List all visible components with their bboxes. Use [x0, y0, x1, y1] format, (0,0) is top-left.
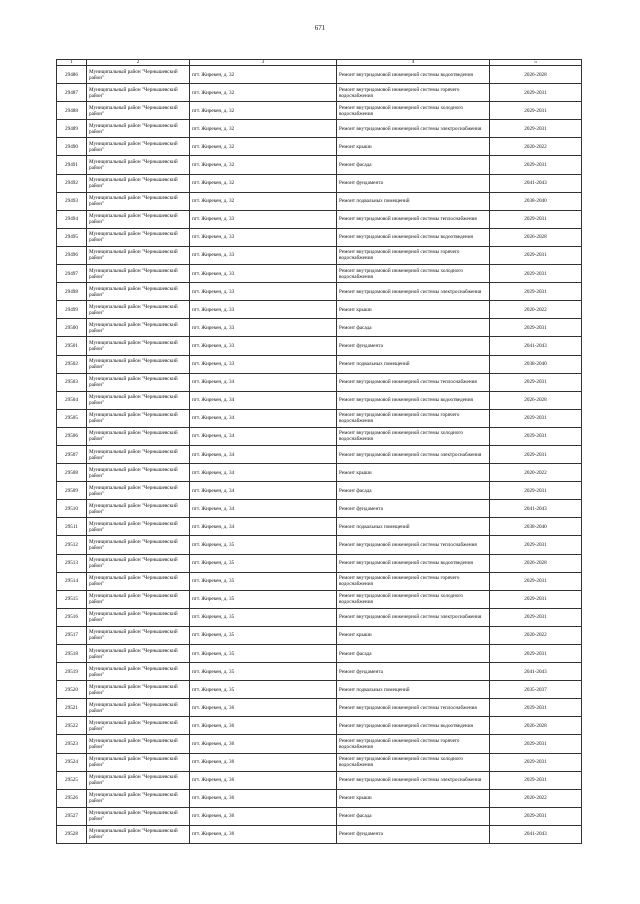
period-cell: 2020-2022: [490, 138, 582, 156]
row-number-cell: 29518: [57, 645, 87, 663]
table-row: [57, 681, 582, 699]
row-number-cell: 29520: [57, 681, 87, 699]
column-header-2: 2: [87, 60, 190, 66]
period-cell: 2029-2031: [490, 536, 582, 554]
table-row: [57, 319, 582, 337]
row-number-cell: 29490: [57, 138, 87, 156]
address-cell: пгт. Жирекен, д. 32: [190, 174, 337, 192]
work-type-cell: Ремонт крыши: [337, 301, 490, 319]
period-cell: 2029-2031: [490, 373, 582, 391]
municipality-cell: Муниципальный район "Чернышевский район": [87, 319, 190, 337]
period-cell: 2020-2022: [490, 464, 582, 482]
municipality-cell: Муниципальный район "Чернышевский район": [87, 102, 190, 120]
address-cell: пгт. Жирекен, д. 32: [190, 102, 337, 120]
period-cell: 2029-2031: [490, 283, 582, 301]
table-row: [57, 138, 582, 156]
address-cell: пгт. Жирекен, д. 34: [190, 518, 337, 536]
row-number-cell: 29498: [57, 283, 87, 301]
period-cell: 2041-2043: [490, 663, 582, 681]
period-cell: 2029-2031: [490, 120, 582, 138]
work-type-cell: Ремонт фундамента: [337, 500, 490, 518]
work-type-cell: Ремонт внутридомовой инженерной системы электроснабжения: [337, 608, 490, 626]
address-cell: пгт. Жирекен, д. 32: [190, 138, 337, 156]
row-number-cell: 29500: [57, 319, 87, 337]
period-cell: 2041-2043: [490, 337, 582, 355]
period-cell: 2029-2031: [490, 84, 582, 102]
period-cell: 2029-2031: [490, 699, 582, 717]
work-type-cell: Ремонт внутридомовой инженерной системы теплоснабжения: [337, 536, 490, 554]
municipality-cell: Муниципальный район "Чернышевский район": [87, 66, 190, 84]
period-cell: 2029-2031: [490, 572, 582, 590]
period-cell: 2029-2031: [490, 590, 582, 608]
address-cell: пгт. Жирекен, д. 32: [190, 192, 337, 210]
work-type-cell: Ремонт фасада: [337, 807, 490, 825]
work-type-cell: Ремонт подвальных помещений: [337, 518, 490, 536]
address-cell: пгт. Жирекен, д. 36: [190, 789, 337, 807]
municipality-cell: Муниципальный район "Чернышевский район": [87, 283, 190, 301]
period-cell: 2026-2028: [490, 391, 582, 409]
work-type-cell: Ремонт внутридомовой инженерной системы водоотведения: [337, 717, 490, 735]
table-row: [57, 445, 582, 463]
row-number-cell: 29524: [57, 753, 87, 771]
period-cell: 2029-2031: [490, 156, 582, 174]
work-type-cell: Ремонт внутридомовой инженерной системы теплоснабжения: [337, 373, 490, 391]
municipality-cell: Муниципальный район "Чернышевский район": [87, 663, 190, 681]
address-cell: пгт. Жирекен, д. 33: [190, 265, 337, 283]
row-number-cell: 29514: [57, 572, 87, 590]
table-row: [57, 789, 582, 807]
address-cell: пгт. Жирекен, д. 33: [190, 301, 337, 319]
address-cell: пгт. Жирекен, д. 33: [190, 355, 337, 373]
period-cell: 2029-2031: [490, 210, 582, 228]
municipality-cell: Муниципальный район "Чернышевский район": [87, 210, 190, 228]
row-number-cell: 29513: [57, 554, 87, 572]
address-cell: пгт. Жирекен, д. 36: [190, 735, 337, 753]
column-header-4: 4: [337, 60, 490, 66]
table-row: [57, 518, 582, 536]
work-type-cell: Ремонт подвальных помещений: [337, 192, 490, 210]
address-cell: пгт. Жирекен, д. 32: [190, 156, 337, 174]
row-number-cell: 29507: [57, 445, 87, 463]
period-cell: 2029-2031: [490, 102, 582, 120]
work-type-cell: Ремонт фундамента: [337, 174, 490, 192]
address-cell: пгт. Жирекен, д. 36: [190, 699, 337, 717]
row-number-cell: 29503: [57, 373, 87, 391]
municipality-cell: Муниципальный район "Чернышевский район": [87, 626, 190, 644]
municipality-cell: Муниципальный район "Чернышевский район": [87, 825, 190, 843]
municipality-cell: Муниципальный район "Чернышевский район": [87, 373, 190, 391]
row-number-cell: 29528: [57, 825, 87, 843]
table-row: [57, 572, 582, 590]
table-row: [57, 753, 582, 771]
period-cell: 2029-2031: [490, 319, 582, 337]
row-number-cell: 29491: [57, 156, 87, 174]
period-cell: 2041-2043: [490, 500, 582, 518]
municipality-cell: Муниципальный район "Чернышевский район": [87, 608, 190, 626]
table-row: [57, 120, 582, 138]
row-number-cell: 29492: [57, 174, 87, 192]
table-row: [57, 246, 582, 264]
row-number-cell: 29502: [57, 355, 87, 373]
municipality-cell: Муниципальный район "Чернышевский район": [87, 301, 190, 319]
period-cell: 2020-2022: [490, 626, 582, 644]
table-row: [57, 391, 582, 409]
row-number-cell: 29516: [57, 608, 87, 626]
repair-schedule-table: [56, 59, 582, 844]
work-type-cell: Ремонт внутридомовой инженерной системы горячего водоснабжения: [337, 572, 490, 590]
municipality-cell: Муниципальный район "Чернышевский район": [87, 807, 190, 825]
row-number-cell: 29523: [57, 735, 87, 753]
period-cell: 2029-2031: [490, 409, 582, 427]
work-type-cell: Ремонт крыши: [337, 626, 490, 644]
table-row: [57, 337, 582, 355]
address-cell: пгт. Жирекен, д. 34: [190, 464, 337, 482]
period-cell: 2029-2031: [490, 645, 582, 663]
table-row: [57, 84, 582, 102]
table-row: [57, 464, 582, 482]
address-cell: пгт. Жирекен, д. 35: [190, 608, 337, 626]
work-type-cell: Ремонт подвальных помещений: [337, 355, 490, 373]
work-type-cell: Ремонт внутридомовой инженерной системы горячего водоснабжения: [337, 246, 490, 264]
row-number-cell: 29527: [57, 807, 87, 825]
row-number-cell: 29489: [57, 120, 87, 138]
municipality-cell: Муниципальный район "Чернышевский район": [87, 391, 190, 409]
address-cell: пгт. Жирекен, д. 33: [190, 283, 337, 301]
municipality-cell: Муниципальный район "Чернышевский район": [87, 518, 190, 536]
work-type-cell: Ремонт фасада: [337, 319, 490, 337]
row-number-cell: 29486: [57, 66, 87, 84]
row-number-cell: 29497: [57, 265, 87, 283]
address-cell: пгт. Жирекен, д. 33: [190, 246, 337, 264]
row-number-cell: 29501: [57, 337, 87, 355]
address-cell: пгт. Жирекен, д. 35: [190, 663, 337, 681]
municipality-cell: Муниципальный район "Чернышевский район": [87, 355, 190, 373]
municipality-cell: Муниципальный район "Чернышевский район": [87, 138, 190, 156]
period-cell: 2026-2028: [490, 717, 582, 735]
work-type-cell: Ремонт внутридомовой инженерной системы водоотведения: [337, 554, 490, 572]
period-cell: 2029-2031: [490, 771, 582, 789]
table-row: [57, 301, 582, 319]
row-number-cell: 29496: [57, 246, 87, 264]
address-cell: пгт. Жирекен, д. 34: [190, 391, 337, 409]
municipality-cell: Муниципальный район "Чернышевский район": [87, 753, 190, 771]
work-type-cell: Ремонт внутридомовой инженерной системы водоотведения: [337, 391, 490, 409]
row-number-cell: 29511: [57, 518, 87, 536]
work-type-cell: Ремонт крыши: [337, 138, 490, 156]
row-number-cell: 29515: [57, 590, 87, 608]
address-cell: пгт. Жирекен, д. 32: [190, 84, 337, 102]
page-number: 671: [314, 24, 326, 32]
table-row: [57, 102, 582, 120]
work-type-cell: Ремонт фундамента: [337, 663, 490, 681]
table-row: [57, 192, 582, 210]
row-number-cell: 29487: [57, 84, 87, 102]
address-cell: пгт. Жирекен, д. 34: [190, 409, 337, 427]
column-header-3: 3: [190, 60, 337, 66]
municipality-cell: Муниципальный район "Чернышевский район": [87, 246, 190, 264]
row-number-cell: 29505: [57, 409, 87, 427]
municipality-cell: Муниципальный район "Чернышевский район": [87, 681, 190, 699]
table-row: [57, 409, 582, 427]
address-cell: пгт. Жирекен, д. 34: [190, 445, 337, 463]
work-type-cell: Ремонт фундамента: [337, 825, 490, 843]
table-row: [57, 228, 582, 246]
table-row: [57, 645, 582, 663]
municipality-cell: Муниципальный район "Чернышевский район": [87, 482, 190, 500]
address-cell: пгт. Жирекен, д. 35: [190, 554, 337, 572]
municipality-cell: Муниципальный район "Чернышевский район": [87, 156, 190, 174]
address-cell: пгт. Жирекен, д. 34: [190, 482, 337, 500]
period-cell: 2026-2028: [490, 66, 582, 84]
row-number-cell: 29519: [57, 663, 87, 681]
period-cell: 2041-2043: [490, 174, 582, 192]
table-row: [57, 590, 582, 608]
table-row: [57, 66, 582, 84]
work-type-cell: Ремонт внутридомовой инженерной системы холодного водоснабжения: [337, 265, 490, 283]
address-cell: пгт. Жирекен, д. 35: [190, 645, 337, 663]
work-type-cell: Ремонт внутридомовой инженерной системы теплоснабжения: [337, 699, 490, 717]
municipality-cell: Муниципальный район "Чернышевский район": [87, 536, 190, 554]
period-cell: 2029-2031: [490, 608, 582, 626]
address-cell: пгт. Жирекен, д. 36: [190, 807, 337, 825]
work-type-cell: Ремонт крыши: [337, 464, 490, 482]
municipality-cell: Муниципальный район "Чернышевский район": [87, 789, 190, 807]
work-type-cell: Ремонт внутридомовой инженерной системы холодного водоснабжения: [337, 753, 490, 771]
table-row: [57, 626, 582, 644]
table-row: [57, 807, 582, 825]
period-cell: 2029-2031: [490, 482, 582, 500]
period-cell: 2026-2028: [490, 228, 582, 246]
work-type-cell: Ремонт фасада: [337, 482, 490, 500]
address-cell: пгт. Жирекен, д. 35: [190, 681, 337, 699]
municipality-cell: Муниципальный район "Чернышевский район": [87, 464, 190, 482]
work-type-cell: Ремонт подвальных помещений: [337, 681, 490, 699]
municipality-cell: Муниципальный район "Чернышевский район": [87, 771, 190, 789]
address-cell: пгт. Жирекен, д. 35: [190, 590, 337, 608]
municipality-cell: Муниципальный район "Чернышевский район": [87, 645, 190, 663]
work-type-cell: Ремонт фасада: [337, 645, 490, 663]
row-number-cell: 29508: [57, 464, 87, 482]
row-number-cell: 29517: [57, 626, 87, 644]
table-row: [57, 500, 582, 518]
column-header-1: 1: [57, 60, 87, 66]
table-row: [57, 482, 582, 500]
work-type-cell: Ремонт внутридомовой инженерной системы холодного водоснабжения: [337, 590, 490, 608]
work-type-cell: Ремонт внутридомовой инженерной системы электроснабжения: [337, 771, 490, 789]
table-row: [57, 554, 582, 572]
period-cell: 2038-2040: [490, 355, 582, 373]
address-cell: пгт. Жирекен, д. 33: [190, 210, 337, 228]
period-cell: 2020-2022: [490, 301, 582, 319]
period-cell: 2041-2043: [490, 825, 582, 843]
municipality-cell: Муниципальный район "Чернышевский район": [87, 590, 190, 608]
work-type-cell: Ремонт внутридомовой инженерной системы горячего водоснабжения: [337, 409, 490, 427]
work-type-cell: Ремонт внутридомовой инженерной системы водоотведения: [337, 66, 490, 84]
municipality-cell: Муниципальный район "Чернышевский район": [87, 699, 190, 717]
table-row: [57, 427, 582, 445]
table-row: [57, 717, 582, 735]
work-type-cell: Ремонт внутридомовой инженерной системы электроснабжения: [337, 283, 490, 301]
address-cell: пгт. Жирекен, д. 36: [190, 825, 337, 843]
row-number-cell: 29493: [57, 192, 87, 210]
address-cell: пгт. Жирекен, д. 35: [190, 572, 337, 590]
row-number-cell: 29526: [57, 789, 87, 807]
work-type-cell: Ремонт внутридомовой инженерной системы электроснабжения: [337, 120, 490, 138]
table-row: [57, 210, 582, 228]
work-type-cell: Ремонт внутридомовой инженерной системы холодного водоснабжения: [337, 427, 490, 445]
table-row: [57, 699, 582, 717]
address-cell: пгт. Жирекен, д. 36: [190, 771, 337, 789]
row-number-cell: 29494: [57, 210, 87, 228]
period-cell: 2029-2031: [490, 246, 582, 264]
address-cell: пгт. Жирекен, д. 33: [190, 319, 337, 337]
municipality-cell: Муниципальный район "Чернышевский район": [87, 174, 190, 192]
row-number-cell: 29521: [57, 699, 87, 717]
table-row: [57, 825, 582, 843]
table-row: [57, 735, 582, 753]
work-type-cell: Ремонт внутридомовой инженерной системы водоотведения: [337, 228, 490, 246]
row-number-cell: 29522: [57, 717, 87, 735]
municipality-cell: Муниципальный район "Чернышевский район": [87, 120, 190, 138]
period-cell: 2026-2028: [490, 554, 582, 572]
table-row: [57, 771, 582, 789]
municipality-cell: Муниципальный район "Чернышевский район": [87, 445, 190, 463]
row-number-cell: 29495: [57, 228, 87, 246]
municipality-cell: Муниципальный район "Чернышевский район": [87, 500, 190, 518]
period-cell: 2038-2040: [490, 518, 582, 536]
row-number-cell: 29499: [57, 301, 87, 319]
municipality-cell: Муниципальный район "Чернышевский район": [87, 427, 190, 445]
work-type-cell: Ремонт фасада: [337, 156, 490, 174]
address-cell: пгт. Жирекен, д. 33: [190, 228, 337, 246]
period-cell: 2020-2022: [490, 789, 582, 807]
municipality-cell: Муниципальный район "Чернышевский район": [87, 572, 190, 590]
address-cell: пгт. Жирекен, д. 34: [190, 500, 337, 518]
row-number-cell: 29510: [57, 500, 87, 518]
municipality-cell: Муниципальный район "Чернышевский район": [87, 409, 190, 427]
period-cell: 2029-2031: [490, 753, 582, 771]
row-number-cell: 29506: [57, 427, 87, 445]
row-number-cell: 29488: [57, 102, 87, 120]
table-row: [57, 536, 582, 554]
table-row: [57, 355, 582, 373]
table-row: [57, 265, 582, 283]
work-type-cell: Ремонт внутридомовой инженерной системы горячего водоснабжения: [337, 735, 490, 753]
table-body: [57, 66, 582, 844]
municipality-cell: Муниципальный район "Чернышевский район": [87, 735, 190, 753]
row-number-cell: 29509: [57, 482, 87, 500]
table-row: [57, 156, 582, 174]
municipality-cell: Муниципальный район "Чернышевский район": [87, 265, 190, 283]
work-type-cell: Ремонт внутридомовой инженерной системы теплоснабжения: [337, 210, 490, 228]
period-cell: 2038-2040: [490, 192, 582, 210]
work-type-cell: Ремонт внутридомовой инженерной системы холодного водоснабжения: [337, 102, 490, 120]
address-cell: пгт. Жирекен, д. 34: [190, 373, 337, 391]
table-row: [57, 174, 582, 192]
work-type-cell: Ремонт крыши: [337, 789, 490, 807]
municipality-cell: Муниципальный район "Чернышевский район": [87, 192, 190, 210]
column-header-5: 5: [490, 60, 582, 66]
address-cell: пгт. Жирекен, д. 34: [190, 427, 337, 445]
address-cell: пгт. Жирекен, д. 33: [190, 337, 337, 355]
row-number-cell: 29504: [57, 391, 87, 409]
period-cell: 2029-2031: [490, 265, 582, 283]
table-row: [57, 373, 582, 391]
period-cell: 2029-2031: [490, 427, 582, 445]
table-row: [57, 608, 582, 626]
address-cell: пгт. Жирекен, д. 36: [190, 717, 337, 735]
period-cell: 2029-2031: [490, 735, 582, 753]
address-cell: пгт. Жирекен, д. 36: [190, 753, 337, 771]
work-type-cell: Ремонт фундамента: [337, 337, 490, 355]
table-row: [57, 663, 582, 681]
municipality-cell: Муниципальный район "Чернышевский район": [87, 554, 190, 572]
municipality-cell: Муниципальный район "Чернышевский район": [87, 717, 190, 735]
work-type-cell: Ремонт внутридомовой инженерной системы электроснабжения: [337, 445, 490, 463]
period-cell: 2029-2031: [490, 445, 582, 463]
table-row: [57, 283, 582, 301]
address-cell: пгт. Жирекен, д. 32: [190, 66, 337, 84]
period-cell: 2035-2037: [490, 681, 582, 699]
municipality-cell: Муниципальный район "Чернышевский район": [87, 84, 190, 102]
row-number-cell: 29512: [57, 536, 87, 554]
municipality-cell: Муниципальный район "Чернышевский район": [87, 337, 190, 355]
work-type-cell: Ремонт внутридомовой инженерной системы горячего водоснабжения: [337, 84, 490, 102]
address-cell: пгт. Жирекен, д. 35: [190, 536, 337, 554]
period-cell: 2029-2031: [490, 807, 582, 825]
address-cell: пгт. Жирекен, д. 35: [190, 626, 337, 644]
row-number-cell: 29525: [57, 771, 87, 789]
address-cell: пгт. Жирекен, д. 32: [190, 120, 337, 138]
municipality-cell: Муниципальный район "Чернышевский район": [87, 228, 190, 246]
